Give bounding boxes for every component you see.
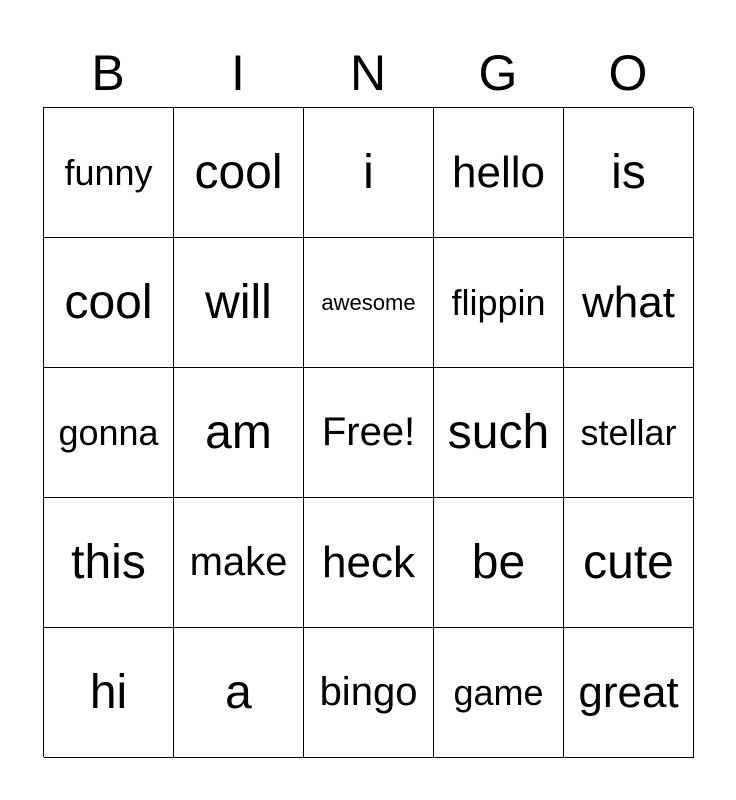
bingo-cell-r4-c1[interactable]: a [174,628,304,758]
bingo-cell-r1-c4[interactable]: what [564,238,694,368]
bingo-cell-r1-c0[interactable]: cool [44,238,174,368]
bingo-cell-r2-c0[interactable]: gonna [44,368,174,498]
bingo-cell-r2-c2-free[interactable]: Free! [304,368,434,498]
bingo-cell-r2-c4[interactable]: stellar [564,368,694,498]
bingo-cell-r3-c0[interactable]: this [44,498,174,628]
bingo-header [43,40,693,106]
header-letter-g: G [478,45,518,101]
bingo-cell-r4-c2[interactable]: bingo [304,628,434,758]
bingo-cell-r2-c3[interactable]: such [434,368,564,498]
bingo-cell-r0-c4[interactable]: is [564,108,694,238]
bingo-cell-r0-c2[interactable]: i [304,108,434,238]
bingo-cell-r2-c1[interactable]: am [174,368,304,498]
bingo-cell-r4-c3[interactable]: game [434,628,564,758]
bingo-cell-r0-c1[interactable]: cool [174,108,304,238]
bingo-cell-r1-c2[interactable]: awesome [304,238,434,368]
bingo-cell-r0-c0[interactable]: funny [44,108,174,238]
header-letter-n: N [349,45,387,101]
bingo-cell-r3-c4[interactable]: cute [564,498,694,628]
bingo-cell-r4-c0[interactable]: hi [44,628,174,758]
header-letter-i: I [231,45,245,101]
header-letter-o: O [608,45,648,101]
header-letter-b: B [91,45,125,101]
bingo-cell-r1-c1[interactable]: will [174,238,304,368]
bingo-cell-r3-c3[interactable]: be [434,498,564,628]
bingo-cell-r4-c4[interactable]: great [564,628,694,758]
bingo-cell-r1-c3[interactable]: flippin [434,238,564,368]
bingo-cell-r3-c1[interactable]: make [174,498,304,628]
bingo-board [43,107,693,757]
bingo-cell-r0-c3[interactable]: hello [434,108,564,238]
bingo-cell-r3-c2[interactable]: heck [304,498,434,628]
